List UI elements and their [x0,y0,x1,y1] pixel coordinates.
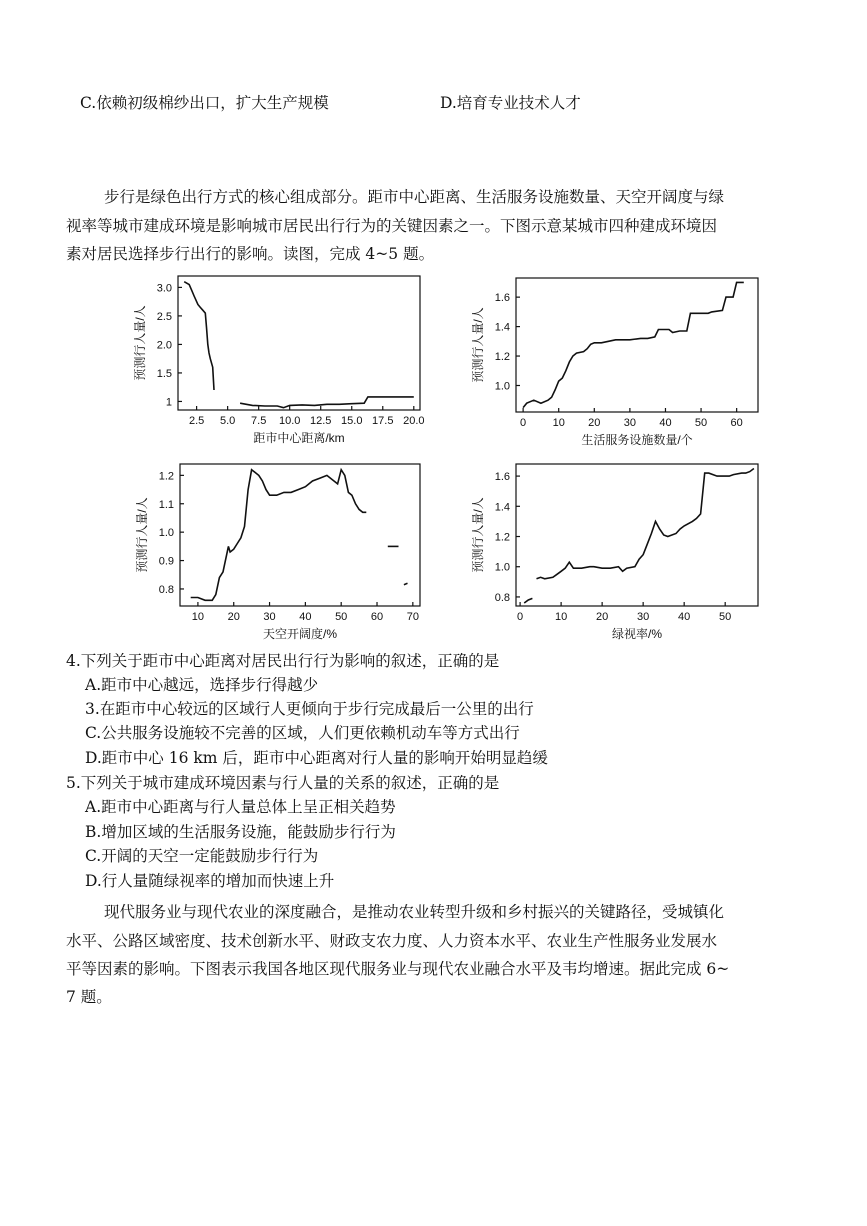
y-tick-label: 1.6 [494,471,510,484]
x-axis-label: 天空开阔度/% [262,627,338,641]
x-tick-label: 40 [299,611,312,623]
series-line [404,583,408,584]
y-axis-label: 预测行人量/人 [133,305,147,381]
intro-4-5-line-1: 步行是绿色出行方式的核心组成部分。距市中心距离、生活服务设施数量、天空开阔度与绿 [104,188,725,206]
series-line [524,598,532,603]
y-tick-label: 1.5 [156,367,172,380]
y-tick-label: 0.8 [494,591,510,604]
y-tick-label: 0.8 [158,583,174,596]
option-c-previous: C.依赖初级棉纱出口，扩大生产规模 [80,94,329,112]
y-tick-label: 1.2 [494,531,510,544]
y-tick-label: 1.6 [494,292,510,305]
x-tick-label: 70 [406,611,419,623]
x-tick-label: 60 [730,417,743,429]
plot-frame [180,464,420,606]
x-tick-label: 7.5 [251,415,267,427]
x-tick-label: 20 [588,417,601,429]
x-tick-label: 0 [520,417,527,429]
series-line [537,469,754,579]
plot-frame [516,278,758,412]
y-tick-label: 1.0 [494,380,510,393]
x-tick-label: 60 [370,611,384,623]
y-tick-label: 0.9 [158,555,174,568]
q5-option-d: D.行人量随绿视率的增加而快速上升 [85,872,335,890]
x-tick-label: 50 [719,611,732,623]
chart-green-view [462,458,767,644]
series-line [240,397,414,408]
x-tick-label: 20 [596,611,609,623]
y-axis-label: 预测行人量/人 [471,307,485,383]
y-tick-label: 2.0 [156,339,172,352]
x-tick-label: 2.5 [188,415,205,427]
x-axis-label: 绿视率/% [611,627,663,641]
q4-option-a: A.距市中心越远，选择步行得越少 [85,676,319,694]
y-axis-label: 预测行人量/人 [471,497,485,573]
q5-option-c: C.开阔的天空一定能鼓励步行行为 [85,847,319,865]
intro-4-5-line-2: 视率等城市建成环境是影响城市居民出行行为的关键因素之一。下图示意某城市四种建成环境因 [66,217,718,235]
x-tick-label: 30 [623,417,637,429]
x-tick-label: 12.5 [310,415,332,427]
y-tick-label: 1 [165,396,172,409]
plot-frame [516,464,758,606]
q5-option-b: B.增加区域的生活服务设施，能鼓励步行行为 [85,823,396,841]
x-tick-label: 0 [517,611,524,623]
x-tick-label: 30 [637,611,650,623]
chart-sky-openness [128,458,428,644]
q4-option-b: 3.在距市中心较远的区域行人更倾向于步行完成最后一公里的出行 [85,700,534,718]
q4-option-c: C.公共服务设施较不完善的区域，人们更依赖机动车等方式出行 [85,724,520,742]
x-tick-label: 17.5 [372,415,394,427]
intro-6-7-line-1: 现代服务业与现代农业的深度融合，是推动农业转型升级和乡村振兴的关键路径，受城镇化 [104,903,725,921]
series-line [191,470,367,601]
chart-distance [128,268,428,448]
series-line [523,282,744,407]
y-tick-label: 1.2 [494,351,510,364]
q5-stem: 5.下列关于城市建成环境因素与行人量的关系的叙述，正确的是 [66,774,500,792]
x-tick-label: 20.0 [403,415,425,427]
x-tick-label: 10 [552,417,565,429]
x-tick-label: 5.0 [219,415,236,427]
option-d-previous: D.培育专业技术人才 [440,94,581,112]
chart-2-plot [471,278,758,447]
y-tick-label: 1.4 [494,501,510,514]
x-tick-label: 40 [678,611,691,623]
chart-1-plot [133,276,425,445]
intro-4-5-line-3: 素对居民选择步行出行的影响。读图，完成 4~5 题。 [66,245,435,263]
x-axis-label: 生活服务设施数量/个 [581,433,693,447]
y-tick-label: 2.5 [156,310,172,323]
y-tick-label: 3.0 [156,282,172,295]
y-tick-label: 1.0 [494,561,510,574]
y-tick-label: 1.0 [158,527,174,540]
q5-option-a: A.距市中心距离与行人量总体上呈正相关趋势 [85,798,396,816]
y-tick-label: 1.4 [494,321,510,334]
chart-3-plot [135,464,420,641]
x-tick-label: 40 [659,417,672,429]
x-tick-label: 10 [191,611,205,623]
chart-facilities [462,272,767,450]
intro-6-7-line-2: 水平、公路区域密度、技术创新水平、财政支农力度、人力资本水平、农业生产性服务业发展水 [66,932,718,950]
chart-4-plot [471,464,758,641]
x-tick-label: 50 [694,417,708,429]
y-axis-label: 预测行人量/人 [135,497,149,573]
y-tick-label: 1.1 [158,498,174,511]
x-tick-label: 15.0 [341,415,363,427]
x-tick-label: 10 [554,611,568,623]
series-line [184,282,214,390]
intro-6-7-line-4: 7 题。 [66,988,112,1006]
x-tick-label: 30 [263,611,276,623]
x-tick-label: 10.0 [278,415,301,427]
x-axis-label: 距市中心距离/km [253,431,345,445]
y-tick-label: 1.2 [158,470,174,483]
q4-stem: 4.下列关于距市中心距离对居民出行行为影响的叙述，正确的是 [66,652,500,670]
x-tick-label: 50 [335,611,348,623]
x-tick-label: 20 [227,611,240,623]
intro-6-7-line-3: 平等因素的影响。下图表示我国各地区现代服务业与现代农业融合水平及韦均增速。据此完成 6~ [66,960,730,978]
q4-option-d: D.距市中心 16 km 后，距市中心距离对行人量的影响开始明显趋缓 [85,749,548,767]
